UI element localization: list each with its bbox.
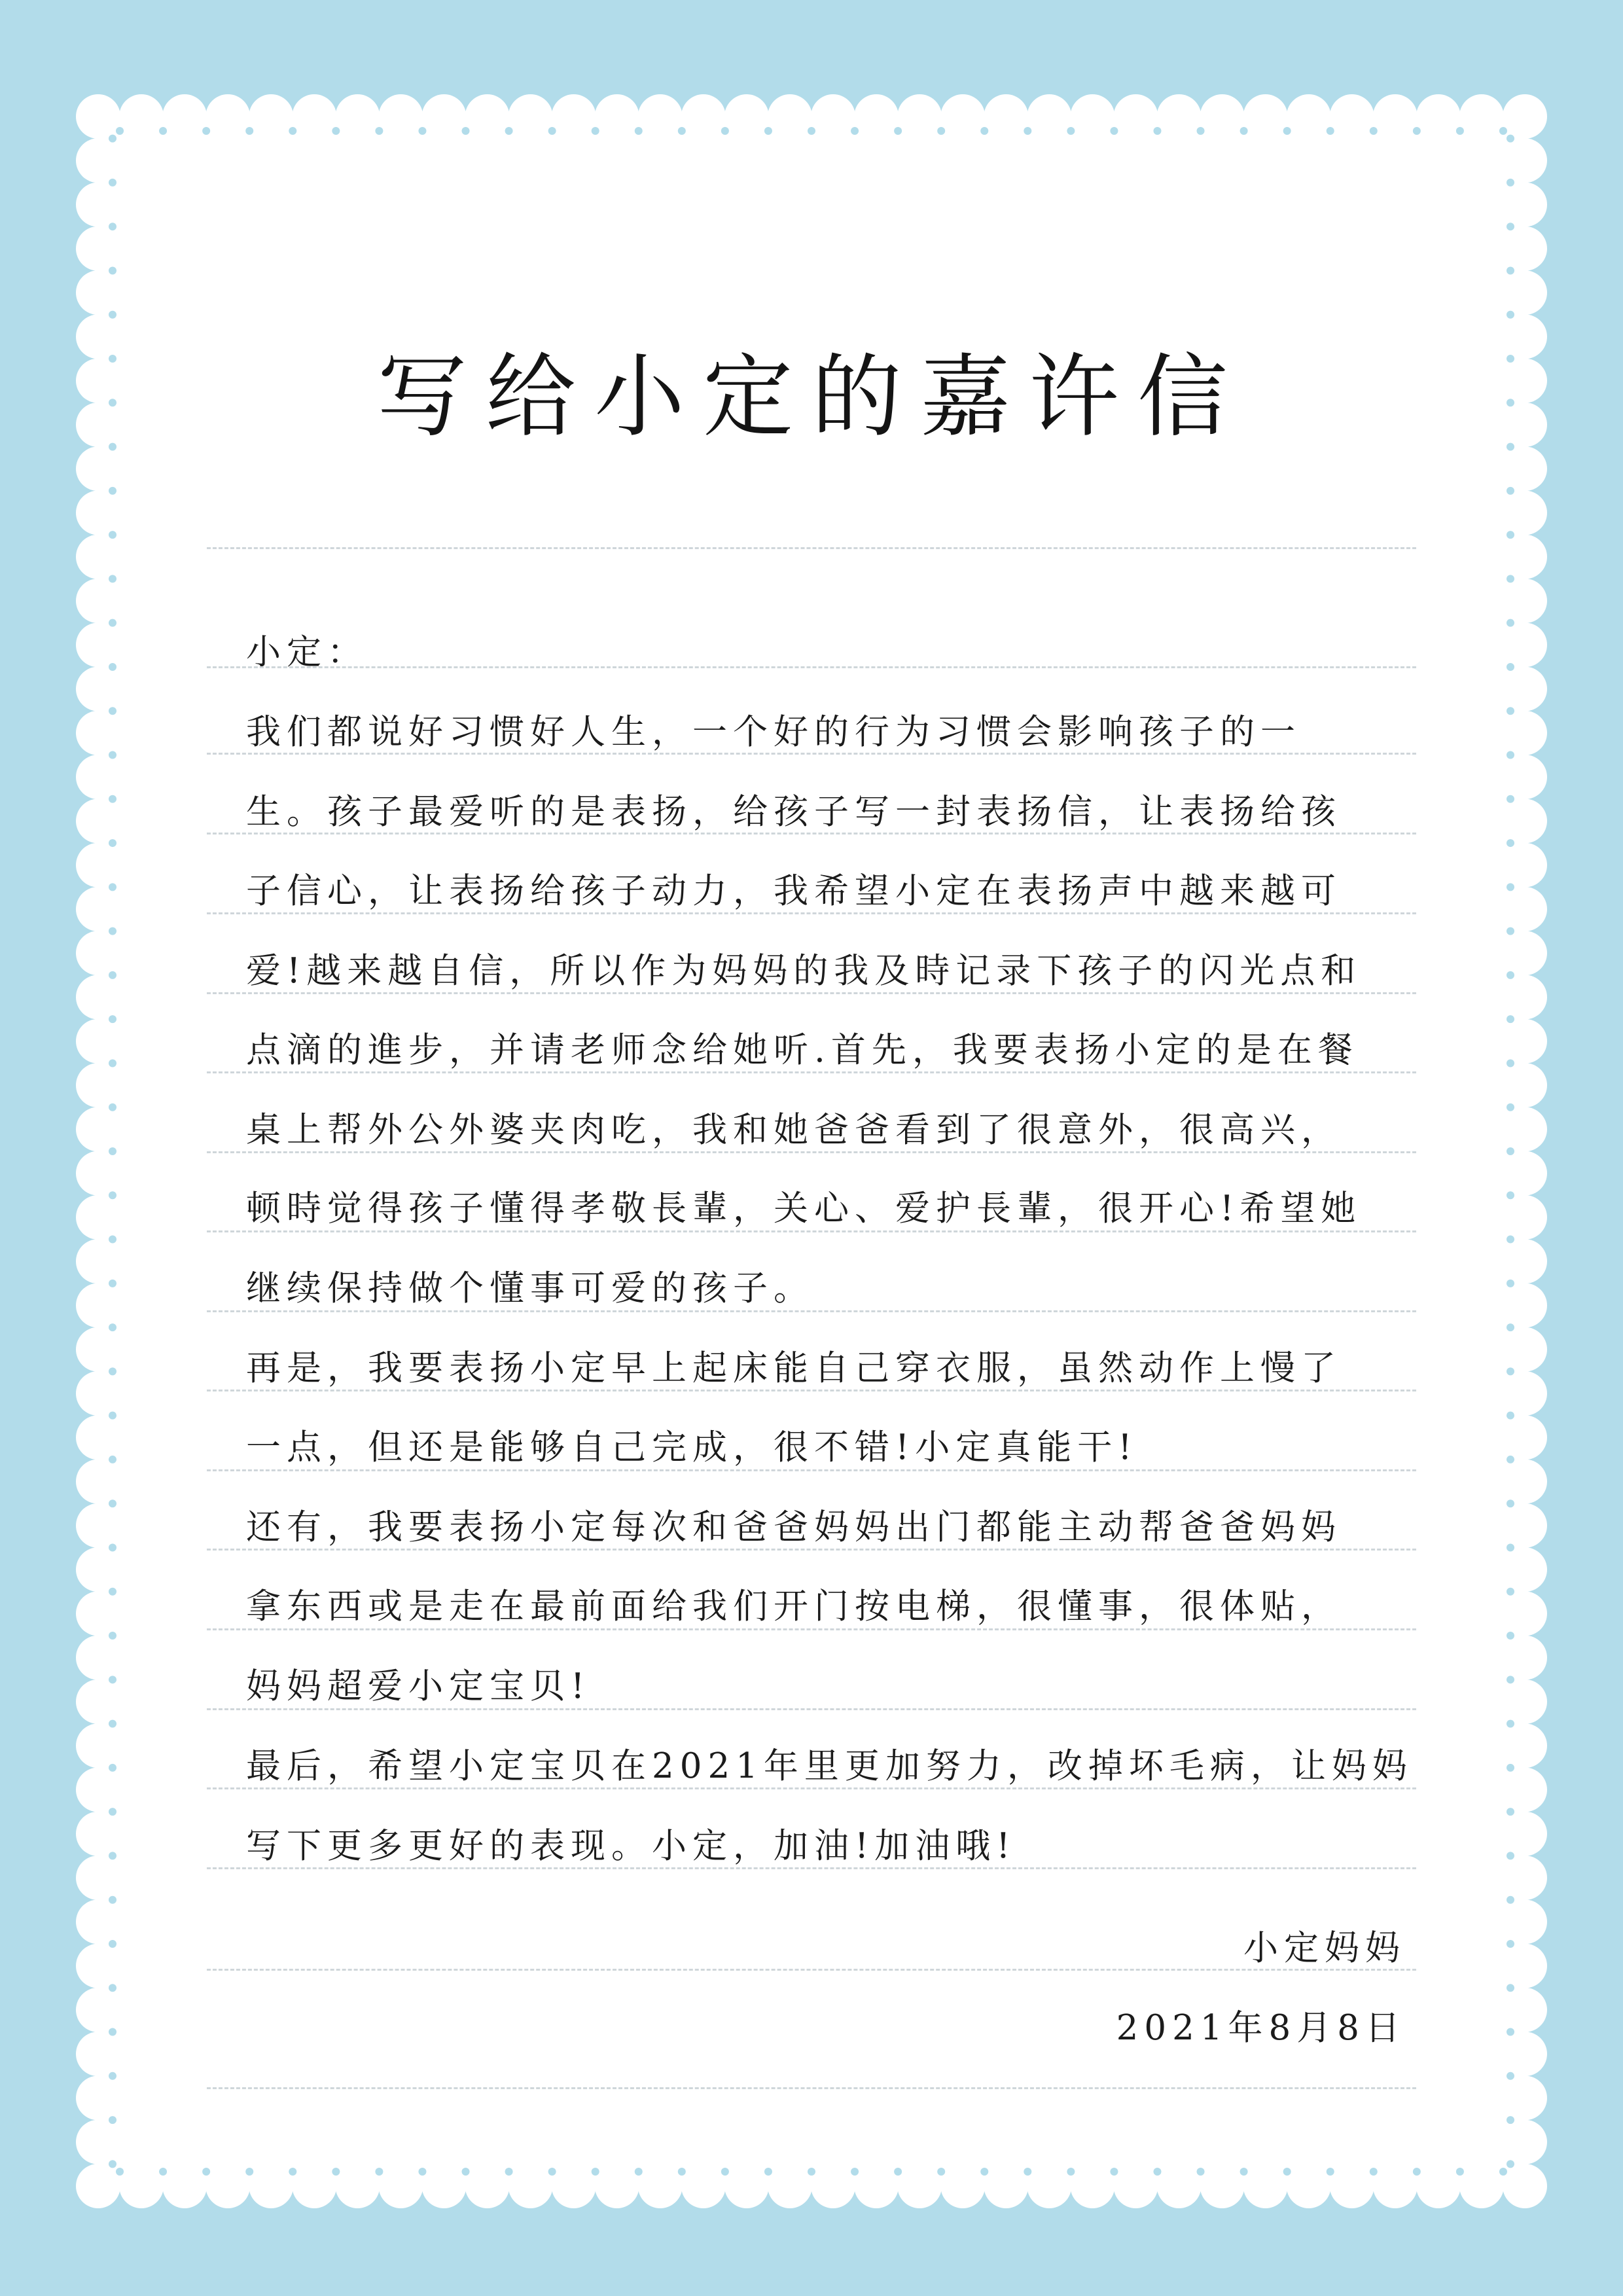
- ruled-line: [207, 1071, 1416, 1073]
- letter-paper: [76, 94, 1547, 2208]
- body-line: 最后，希望小定宝贝在2021年里更加努力，改掉坏毛病，让妈妈: [246, 1746, 1413, 1786]
- ruled-line: [207, 1390, 1416, 1391]
- body-line: 拿东西或是走在最前面给我们开门按电梯，很懂事，很体贴，: [246, 1587, 1342, 1626]
- ruled-line: [207, 1151, 1416, 1153]
- body-line: 点滴的進步，并请老师念给她听.首先，我要表扬小定的是在餐: [246, 1030, 1359, 1070]
- ruled-line: [207, 2087, 1416, 2089]
- letter-date: 2021年8月8日: [1116, 2008, 1406, 2048]
- body-line: 桌上帮外公外婆夹肉吃，我和她爸爸看到了很意外，很高兴，: [246, 1110, 1342, 1150]
- ruled-line: [207, 1969, 1416, 1971]
- body-line: 还有，我要表扬小定每次和爸爸妈妈出门都能主动帮爸爸妈妈: [246, 1507, 1342, 1547]
- body-line: 顿時觉得孩子懂得孝敬長輩，关心、爱护長輩，很开心!希望她: [246, 1189, 1362, 1229]
- letter-title: 写给小定的嘉许信: [376, 344, 1246, 450]
- body-line: 再是，我要表扬小定早上起床能自己穿衣服，虽然动作上慢了: [246, 1348, 1342, 1388]
- ruled-line: [207, 833, 1416, 834]
- salutation: 小定：: [246, 632, 368, 672]
- ruled-line: [207, 912, 1416, 914]
- ruled-line: [207, 547, 1416, 549]
- ruled-line: [207, 992, 1416, 994]
- body-line: 爱!越来越自信，所以作为妈妈的我及時记录下孩子的闪光点和: [246, 951, 1362, 991]
- signature: 小定妈妈: [1243, 1928, 1406, 1968]
- ruled-line: [207, 1230, 1416, 1232]
- ruled-line: [207, 753, 1416, 755]
- body-line: 写下更多更好的表现。小定，加油!加油哦!: [246, 1826, 1016, 1866]
- body-line: 我们都说好习惯好人生，一个好的行为习惯会影响孩子的一: [246, 712, 1301, 752]
- ruled-line: [207, 666, 1416, 668]
- body-line: 生。孩子最爱听的是表扬，给孩子写一封表扬信，让表扬给孩: [246, 792, 1342, 832]
- ruled-line: [207, 1708, 1416, 1710]
- ruled-line: [207, 1469, 1416, 1471]
- body-line: 妈妈超爱小定宝贝!: [246, 1666, 591, 1706]
- body-line: 继续保持做个懂事可爱的孩子。: [246, 1268, 814, 1308]
- ruled-line: [207, 1628, 1416, 1630]
- ruled-line: [207, 1549, 1416, 1551]
- ruled-line: [207, 1787, 1416, 1789]
- ruled-line: [207, 1310, 1416, 1312]
- body-line: 子信心，让表扬给孩子动力，我希望小定在表扬声中越来越可: [246, 871, 1342, 911]
- ruled-line: [207, 1867, 1416, 1869]
- letter-content: [76, 94, 1547, 2208]
- body-line: 一点，但还是能够自己完成，很不错!小定真能干!: [246, 1427, 1138, 1467]
